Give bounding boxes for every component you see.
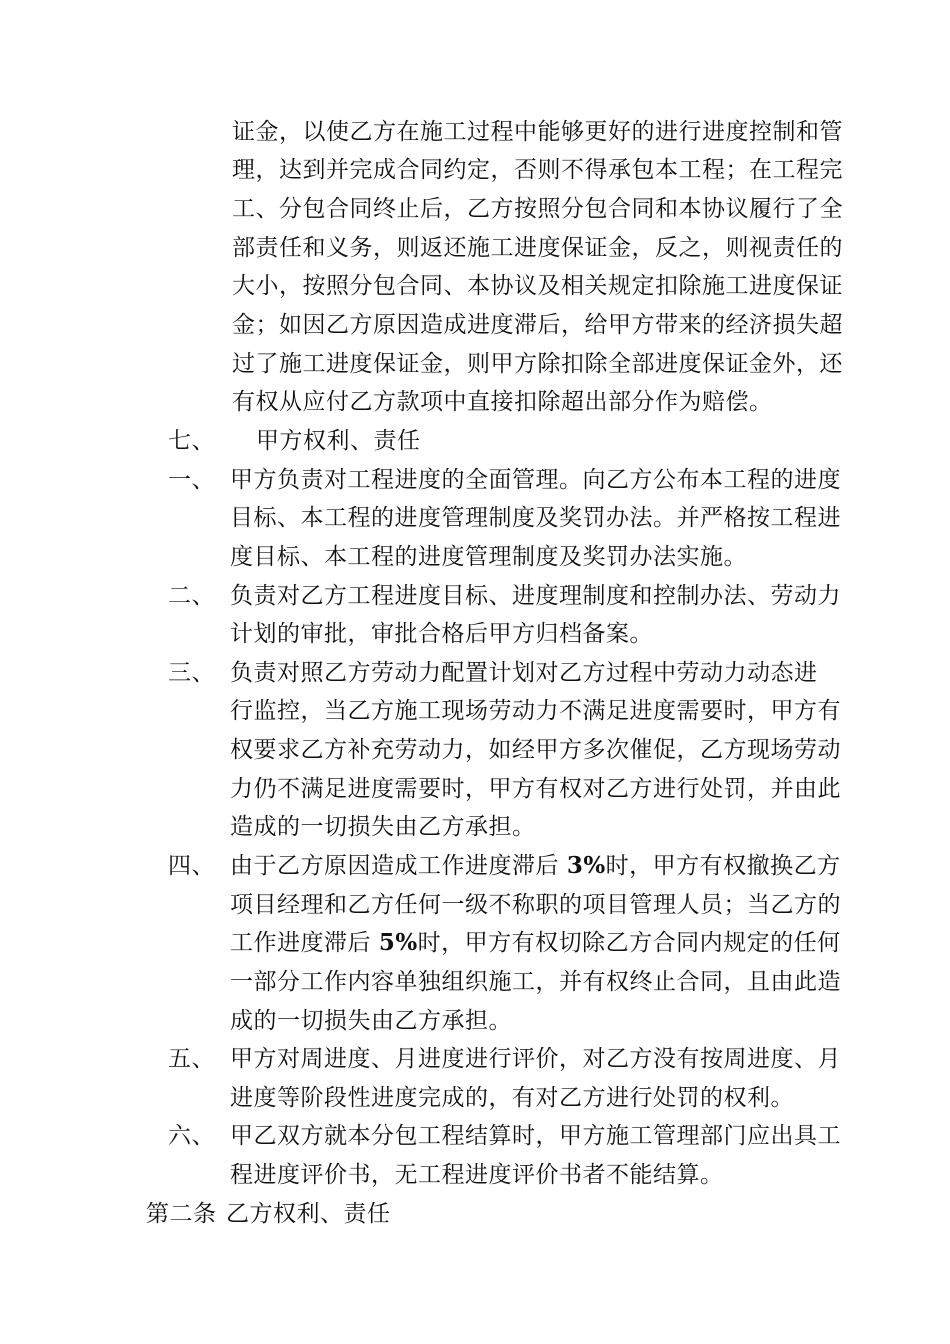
item-line: 甲方对周进度、月进度进行评价，对乙方没有按周进度、月 xyxy=(230,1046,841,1072)
paragraph-line: 有权从应付乙方款项中直接扣除超出部分作为赔偿。 xyxy=(232,389,773,415)
section-number: 七、 xyxy=(168,428,215,454)
paragraph-line: 金；如因乙方原因造成进度滞后，给甲方带来的经济损失超 xyxy=(232,312,843,338)
item-line: 造成的一切损失由乙方承担。 xyxy=(230,814,536,840)
paragraph-line: 部责任和义务，则返还施工进度保证金，反之，则视责任的 xyxy=(232,235,843,261)
percentage-value: 5% xyxy=(378,929,418,956)
section-title: 甲方权利、责任 xyxy=(256,428,421,454)
item-line: 成的一切损失由乙方承担。 xyxy=(230,1008,512,1034)
item-number: 五、 xyxy=(168,1046,215,1072)
article-number: 第二条 xyxy=(146,1201,217,1227)
item-number: 六、 xyxy=(168,1123,215,1149)
paragraph-line: 证金，以使乙方在施工过程中能够更好的进行进度控制和管 xyxy=(232,119,843,145)
paragraph-line: 大小，按照分包合同、本协议及相关规定扣除施工进度保证 xyxy=(232,273,843,299)
paragraph-line: 理，达到并完成合同约定，否则不得承包本工程；在工程完 xyxy=(232,157,843,183)
item-text: 由于乙方原因造成工作进度滞后 xyxy=(230,853,567,879)
item-line: 项目经理和乙方任何一级不称职的项目管理人员；当乙方的 xyxy=(230,892,841,918)
item-number: 一、 xyxy=(168,467,215,493)
item-line: 一部分工作内容单独组织施工，并有权终止合同，且由此造 xyxy=(230,969,841,995)
percentage-value: 3% xyxy=(566,852,606,879)
item-number: 二、 xyxy=(168,583,215,609)
item-line: 行监控，当乙方施工现场劳动力不满足进度需要时，甲方有 xyxy=(230,698,841,724)
item-line: 负责对乙方工程进度目标、进度理制度和控制办法、劳动力 xyxy=(230,583,841,609)
item-line xyxy=(230,928,841,958)
item-line: 计划的审批，审批合格后甲方归档备案。 xyxy=(230,621,653,647)
article-title: 乙方权利、责任 xyxy=(226,1201,391,1227)
item-number: 三、 xyxy=(168,660,215,686)
item-number: 四、 xyxy=(168,853,215,879)
item-line: 进度等阶段性进度完成的，有对乙方进行处罚的权利。 xyxy=(230,1085,794,1111)
item-text: 工作进度滞后 xyxy=(230,930,379,956)
item-line: 负责对照乙方劳动力配置计划对乙方过程中劳动力动态进 xyxy=(230,660,818,686)
item-line xyxy=(230,851,841,881)
paragraph-line: 工、分包合同终止后，乙方按照分包合同和本协议履行了全 xyxy=(232,196,843,222)
item-line: 程进度评价书，无工程进度评价书者不能结算。 xyxy=(230,1162,724,1188)
item-line: 度目标、本工程的进度管理制度及奖罚办法实施。 xyxy=(230,544,747,570)
item-line: 目标、本工程的进度管理制度及奖罚办法。并严格按工程进 xyxy=(230,505,841,531)
item-line: 权要求乙方补充劳动力，如经甲方多次催促，乙方现场劳动 xyxy=(230,737,841,763)
item-text: 时，甲方有权切除乙方合同内规定的任何 xyxy=(417,930,841,956)
item-text: 时，甲方有权撤换乙方 xyxy=(605,853,841,879)
item-line: 力仍不满足进度需要时，甲方有权对乙方进行处罚，并由此 xyxy=(230,776,841,802)
item-line: 甲方负责对工程进度的全面管理。向乙方公布本工程的进度 xyxy=(230,467,841,493)
paragraph-line: 过了施工进度保证金，则甲方除扣除全部进度保证金外，还 xyxy=(232,351,843,377)
item-line: 甲乙双方就本分包工程结算时，甲方施工管理部门应出具工 xyxy=(230,1123,841,1149)
